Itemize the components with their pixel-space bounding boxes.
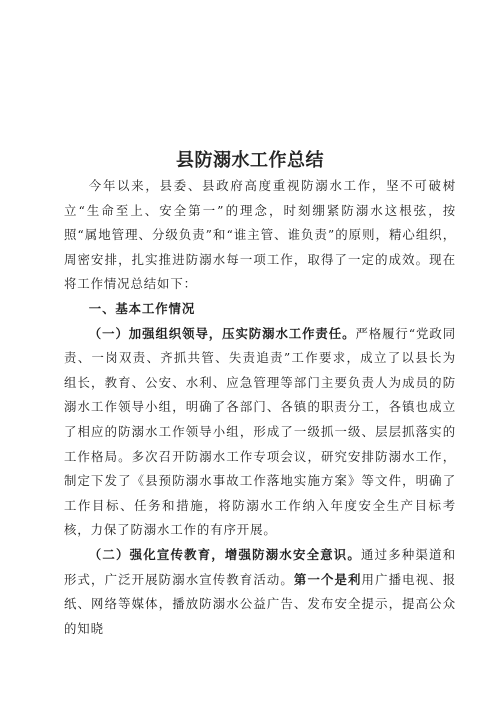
paragraph-sublead: 第一个是利 bbox=[293, 571, 362, 587]
document-title: 县防溺水工作总结 bbox=[176, 150, 324, 171]
paragraph-lead: （二）强化宣传教育，增强防溺水安全意识。 bbox=[88, 546, 362, 562]
paragraph-text: 通过多种渠道和形式，广泛开展防溺水宣传教育活动。 bbox=[64, 546, 456, 587]
paragraph-text: 严格履行“党政同责、一岗双责、齐抓共管、失责追责”工作要求，成立了以县长为组长，教育、公安、水利、应急管理等部门主要负责人为成员的防溺水工作领导小组，明确了各部门、各镇的职责分工，各镇也成立了相应的防溺水工作领导小组，形成了一级抓一级、层层抓落实的工作格局。多次召开防溺水工作专项会议，研究安排防溺水工作，制定下发了《县预防溺水事故工作落地实施方案》等文件，明确了工作目标、任务和措施，将防溺水工作纳入年度安全生产目标考核，力保了防溺水工作的有序开展。 bbox=[64, 325, 456, 538]
paragraph-text-continued: 用广播电视、报纸、网络等媒体，播放防溺水公益广告、发布安全提示，提高公众的知晓 bbox=[64, 571, 456, 636]
paragraph-organization bbox=[64, 322, 456, 543]
section-heading: 一、基本工作情况 bbox=[88, 300, 196, 316]
paragraph-publicity bbox=[64, 543, 456, 641]
intro-paragraph: 今年以来，县委、县政府高度重视防溺水工作，坚不可破树立“生命至上、安全第一”的理念，时刻绷紧防溺水这根弦，按照“属地管理、分级负责”和“谁主管、谁负责”的原则，精心组织，周密安排，扎实推进防溺水每一项工作，取得了一定的成效。现在将工作情况总结如下： bbox=[64, 178, 456, 292]
document-body bbox=[64, 174, 456, 641]
paragraph-lead: （一）加强组织领导，压实防溺水工作责任。 bbox=[88, 325, 356, 341]
